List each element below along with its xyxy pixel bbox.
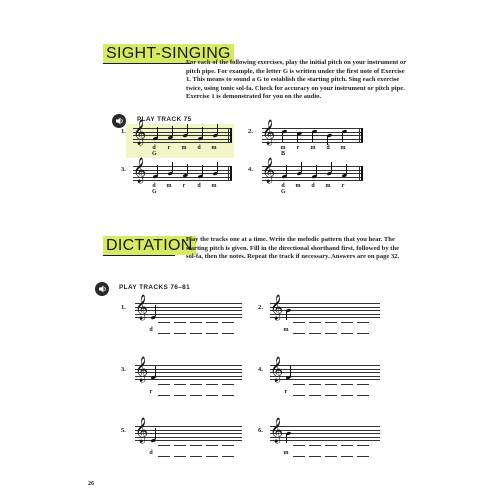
exercise-number: 2. <box>248 128 253 135</box>
solfa-syllable: m <box>280 145 286 151</box>
solfa-syllable: d <box>197 183 201 189</box>
exercise-number: 4. <box>258 366 263 373</box>
solfa-syllable: m <box>340 145 346 151</box>
solfa-syllable: m <box>310 145 316 151</box>
page-number: 26 <box>88 481 94 487</box>
dictation-staff-3 <box>135 357 242 382</box>
treble-clef-icon: 𝄞 <box>135 357 149 382</box>
start-pitch: G <box>152 189 157 195</box>
start-pitch: G <box>152 151 157 157</box>
start-pitch: G <box>281 189 286 195</box>
start-solfa: m <box>283 327 289 333</box>
exercise-number: 3. <box>121 366 126 373</box>
solfa-syllable: d <box>152 145 156 151</box>
treble-clef-icon: 𝄞 <box>135 418 149 443</box>
start-solfa: r <box>149 389 153 395</box>
solfa-syllable: m <box>181 145 187 151</box>
speaker-icon[interactable] <box>95 282 109 296</box>
treble-clef-icon: 𝄞 <box>270 418 284 443</box>
start-solfa: r <box>284 389 288 395</box>
exercise-number: 6. <box>258 427 263 434</box>
exercise-number: 3. <box>121 166 126 173</box>
exercise-number: 4. <box>248 166 253 173</box>
dictation-instructions: Play the tracks one at a time. Write the melodic pattern that you hear. The starting pitch is given. Fill in the directional shorthand first, followed by the sol-fa, then the notes. Repeat the track if necessary. Answers are on page 32. <box>186 236 400 261</box>
treble-clef-icon: 𝄞 <box>133 120 147 145</box>
solfa-syllable: r <box>341 183 345 189</box>
start-pitch: B <box>281 151 286 157</box>
dictation-staff-4 <box>270 357 380 382</box>
treble-clef-icon: 𝄞 <box>270 295 284 320</box>
treble-clef-icon: 𝄞 <box>262 120 276 145</box>
exercise-number: 5. <box>121 427 126 434</box>
heading-underline <box>103 255 175 256</box>
sight-singing-instructions: For each of the following exercises, play the initial pitch on your instrument or pitch pipe. For example, the letter G is written under the first note of Exercise 1. This means to sound a G to establish the starting pitch. Sing each exercise twice, using tonic sol-fa. Check for accuracy on your instrument or pitch pipe. Exercise 1 is demonstrated for you on the audio. <box>186 59 407 101</box>
solfa-syllable: d <box>152 183 156 189</box>
dictation-staff-6 <box>270 418 380 443</box>
start-solfa: d <box>149 327 153 333</box>
dictation-staff-2 <box>270 295 380 320</box>
solfa-syllable: r <box>296 145 300 151</box>
treble-clef-icon: 𝄞 <box>262 158 276 183</box>
staff-exercise-1 <box>133 120 232 145</box>
solfa-syllable: m <box>166 183 172 189</box>
solfa-syllable: d <box>197 145 201 151</box>
solfa-syllable: m <box>211 145 217 151</box>
solfa-syllable: r <box>182 183 186 189</box>
staff-exercise-3 <box>133 158 232 183</box>
treble-clef-icon: 𝄞 <box>133 158 147 183</box>
solfa-syllable: m <box>325 183 331 189</box>
heading-underline <box>103 63 191 64</box>
start-solfa: d <box>149 450 153 456</box>
solfa-syllable: d <box>281 183 285 189</box>
dictation-staff-5 <box>135 418 242 443</box>
sight-singing-heading: SIGHT-SINGING <box>103 44 234 63</box>
dictation-heading: DICTATION <box>103 236 196 255</box>
solfa-syllable: r <box>167 145 171 151</box>
treble-clef-icon: 𝄞 <box>270 357 284 382</box>
track-label-76-81: PLAY TRACKS 76–81 <box>119 284 191 291</box>
staff-exercise-2 <box>262 120 363 145</box>
solfa-syllable: m <box>295 183 301 189</box>
staff-exercise-4 <box>262 158 363 183</box>
exercise-number: 1. <box>121 128 126 135</box>
solfa-syllable: d <box>326 145 330 151</box>
treble-clef-icon: 𝄞 <box>135 295 149 320</box>
track-label-75: PLAY TRACK 75 <box>137 116 192 123</box>
exercise-number: 1. <box>121 304 126 311</box>
solfa-syllable: m <box>211 183 217 189</box>
solfa-syllable: d <box>311 183 315 189</box>
start-solfa: m <box>283 450 289 456</box>
dictation-staff-1 <box>135 295 242 320</box>
exercise-number: 2. <box>258 304 263 311</box>
speaker-icon[interactable] <box>112 114 126 128</box>
